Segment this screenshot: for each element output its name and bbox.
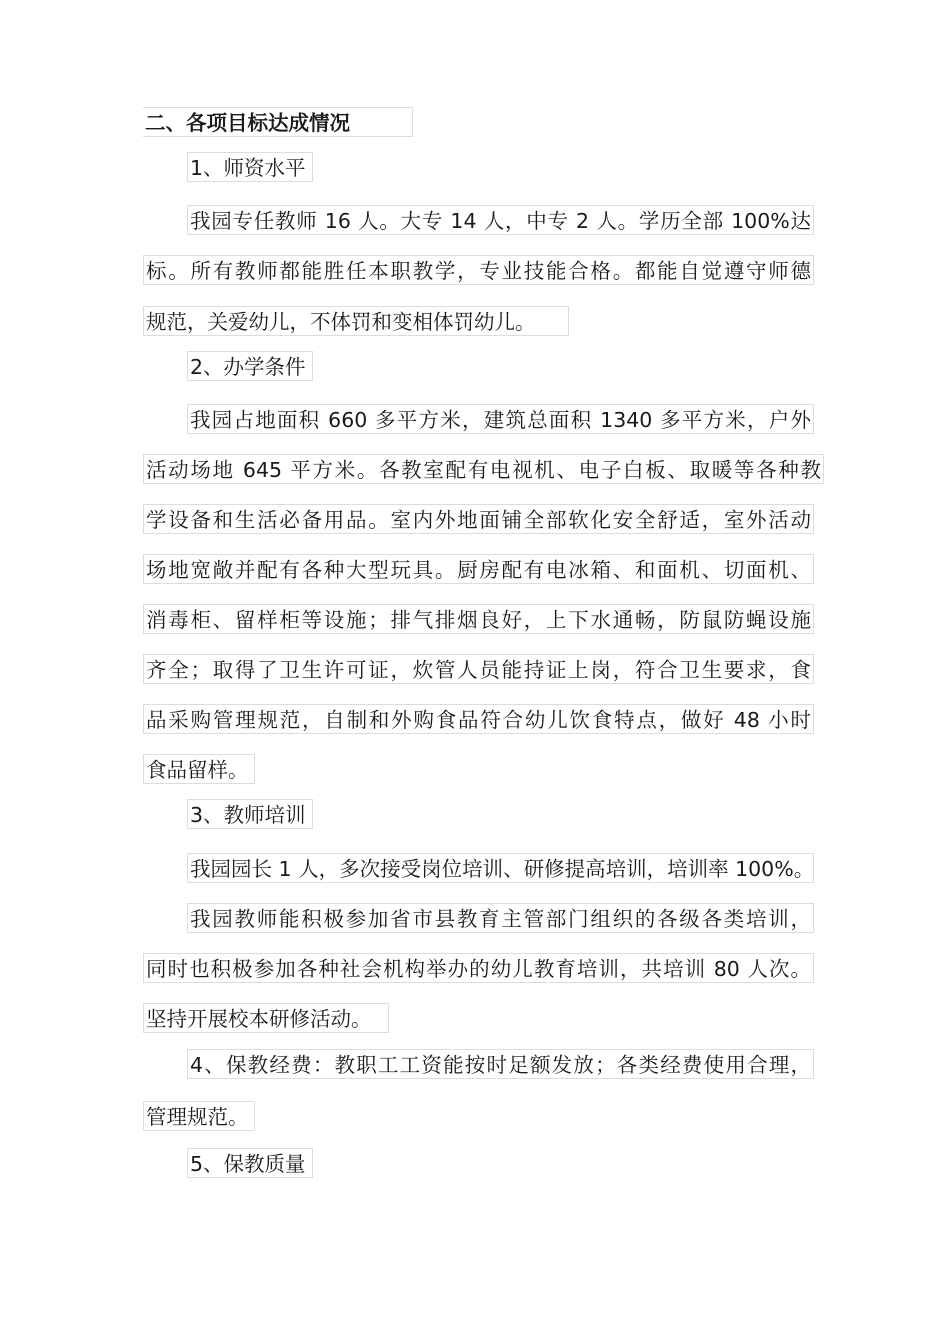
paragraph-line: 我园专任教师 16 人。大专 14 人，中专 2 人。学历全部 100%达 [187, 205, 814, 235]
paragraph-line: 我园占地面积 660 多平方米，建筑总面积 1340 多平方米，户外 [187, 404, 814, 434]
subheading-teacher-training: 3、教师培训 [187, 799, 313, 829]
paragraph-line: 我园园长 1 人，多次接受岗位培训、研修提高培训，培训率 100%。 [187, 853, 814, 883]
paragraph-line: 管理规范。 [143, 1101, 255, 1131]
paragraph-line: 齐全；取得了卫生许可证，炊管人员能持证上岗，符合卫生要求，食 [143, 654, 814, 684]
paragraph-line: 规范，关爱幼儿，不体罚和变相体罚幼儿。 [143, 306, 569, 336]
paragraph-line: 消毒柜、留样柜等设施；排气排烟良好，上下水通畅，防鼠防蝇设施 [143, 604, 814, 634]
paragraph-line: 活动场地 645 平方米。各教室配有电视机、电子白板、取暖等各种教 [143, 454, 824, 484]
subheading-teacher-qualification: 1、师资水平 [187, 152, 313, 182]
subheading-school-conditions: 2、办学条件 [187, 351, 313, 381]
paragraph-line: 我园教师能积极参加省市县教育主管部门组织的各级各类培训， [187, 903, 814, 933]
paragraph-line: 同时也积极参加各种社会机构举办的幼儿教育培训，共培训 80 人次。 [143, 953, 814, 983]
paragraph-line: 4、保教经费：教职工工资能按时足额发放；各类经费使用合理， [187, 1049, 814, 1079]
section-heading: 二、各项目标达成情况 [143, 107, 413, 137]
paragraph-line: 标。所有教师都能胜任本职教学，专业技能合格。都能自觉遵守师德 [143, 255, 814, 285]
paragraph-line: 品采购管理规范，自制和外购食品符合幼儿饮食特点，做好 48 小时 [143, 704, 814, 734]
paragraph-line: 坚持开展校本研修活动。 [143, 1003, 389, 1033]
paragraph-line: 学设备和生活必备用品。室内外地面铺全部软化安全舒适，室外活动 [143, 504, 814, 534]
paragraph-line: 场地宽敞并配有各种大型玩具。厨房配有电冰箱、和面机、切面机、 [143, 554, 814, 584]
subheading-care-quality: 5、保教质量 [187, 1148, 313, 1178]
paragraph-line: 食品留样。 [143, 754, 255, 784]
